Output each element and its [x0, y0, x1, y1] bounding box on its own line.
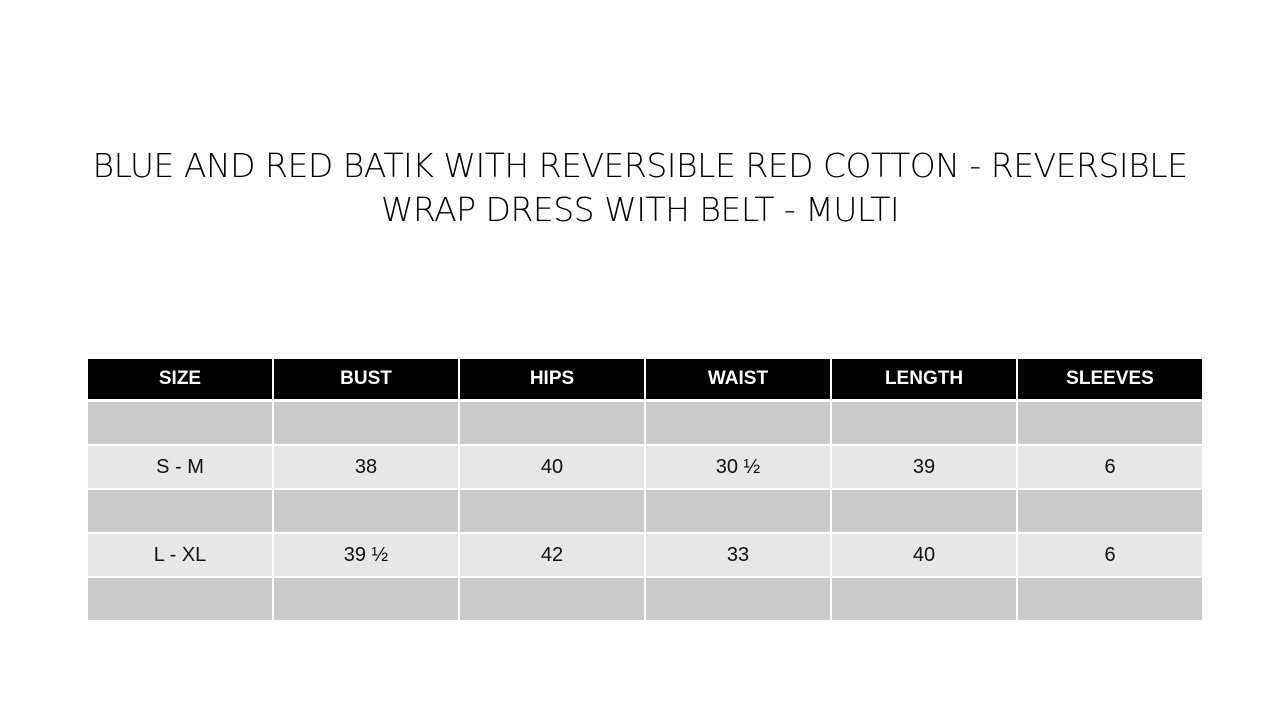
- header-sleeves: SLEEVES: [1017, 359, 1202, 401]
- table-cell: 33: [645, 533, 831, 577]
- table-cell: 6: [1017, 533, 1202, 577]
- table-cell: [88, 489, 273, 533]
- table-cell: [645, 401, 831, 446]
- table-cell: 39 ½: [273, 533, 459, 577]
- table-cell: L - XL: [88, 533, 273, 577]
- table-cell: 38: [273, 445, 459, 489]
- header-hips: HIPS: [459, 359, 645, 401]
- table-header-row: [88, 359, 1202, 401]
- table-row: [88, 489, 1202, 533]
- header-waist: WAIST: [645, 359, 831, 401]
- page-title-line-1: BLUE AND RED BATIK WITH REVERSIBLE RED COTTON - REVERSIBLE: [92, 146, 1188, 185]
- table-row: [88, 533, 1202, 577]
- table-cell: [459, 401, 645, 446]
- header-bust: BUST: [273, 359, 459, 401]
- page-title-line-2: WRAP DRESS WITH BELT - MULTI: [380, 190, 900, 229]
- table-row: [88, 401, 1202, 446]
- table-row: [88, 577, 1202, 621]
- table-cell: 40: [459, 445, 645, 489]
- size-chart-table: [88, 359, 1202, 622]
- table-cell: S - M: [88, 445, 273, 489]
- table-cell: [273, 489, 459, 533]
- table-cell: [831, 489, 1017, 533]
- header-size: SIZE: [88, 359, 273, 401]
- table-row: [88, 445, 1202, 489]
- header-length: LENGTH: [831, 359, 1017, 401]
- table-cell: 40: [831, 533, 1017, 577]
- table-cell: [273, 401, 459, 446]
- table-cell: [645, 489, 831, 533]
- table-cell: [1017, 401, 1202, 446]
- table-cell: [459, 577, 645, 621]
- table-cell: [1017, 489, 1202, 533]
- table-cell: 30 ½: [645, 445, 831, 489]
- table-cell: 39: [831, 445, 1017, 489]
- table-cell: [88, 401, 273, 446]
- table-cell: [1017, 577, 1202, 621]
- table-cell: 6: [1017, 445, 1202, 489]
- table-cell: 42: [459, 533, 645, 577]
- table-cell: [273, 577, 459, 621]
- table-cell: [831, 577, 1017, 621]
- table-cell: [831, 401, 1017, 446]
- table-cell: [645, 577, 831, 621]
- table-cell: [88, 577, 273, 621]
- table-cell: [459, 489, 645, 533]
- page-title: [80, 144, 1200, 232]
